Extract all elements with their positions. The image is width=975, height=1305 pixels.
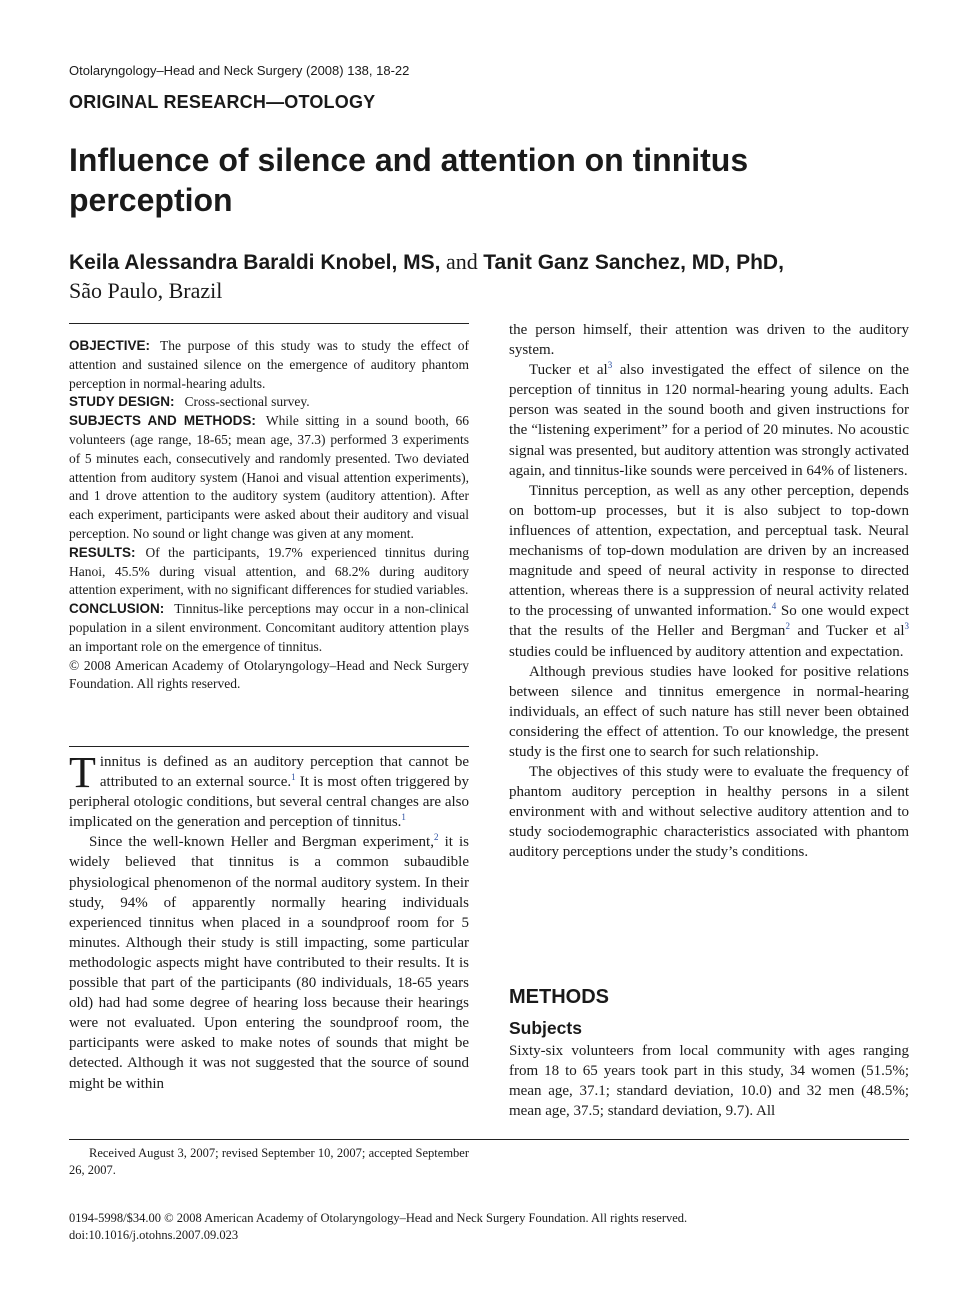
subjects-paragraph: Sixty-six volunteers from local community with ages ranging from 18 to 65 years took part in this study, 34 women (51.5%; mean age, 37.1; standard deviation, 10.0) and 32 men (48.5%; mean age, 37.5; standard deviation, 9.7). All <box>509 1043 909 1120</box>
subjects-body <box>509 1041 909 1121</box>
design-text: Cross-sectional survey. <box>184 394 310 410</box>
citation-link[interactable]: 2 <box>785 621 790 632</box>
footer-doi[interactable]: doi:10.1016/j.otohns.2007.09.023 <box>69 1227 239 1242</box>
footnote-rule <box>69 1139 909 1140</box>
abstract-results <box>69 544 469 600</box>
author-location: São Paulo, Brazil <box>69 278 223 303</box>
abstract-top-rule <box>69 323 469 324</box>
intro-p1-text-a: innitus is defined as an auditory perception that cannot be attributed to an external source. <box>99 754 469 791</box>
tucker-text-a: Tucker et al <box>529 362 608 379</box>
citation-link[interactable]: 3 <box>904 621 910 632</box>
objectives-paragraph: The objectives of this study were to evaluate the frequency of phantom auditory perception in healthy persons in a silent environment with and without selective auditory attention and to study sociodemographic characteristics associated with phantom auditory perceptions under the study’s conditions. <box>509 764 909 861</box>
abstract-conclusion <box>69 600 469 656</box>
perception-text-b: So one would expect that the results of the Heller and Bergman <box>509 603 909 640</box>
section-label: ORIGINAL RESEARCH—OTOLOGY <box>69 92 376 112</box>
article-title: Influence of silence and attention on tinnitus perception <box>69 142 749 218</box>
footer <box>69 1210 687 1243</box>
methods-label: SUBJECTS AND METHODS: <box>69 413 256 429</box>
abstract <box>69 337 469 694</box>
right-column-body <box>509 320 909 863</box>
intro-paragraph-2 <box>69 832 469 1093</box>
tucker-paragraph <box>509 360 909 481</box>
intro-p2-text-a: Since the well-known Heller and Bergman experiment, <box>89 834 434 851</box>
intro-p1-text-b: It is most often triggered by peripheral otologic conditions, but several central changes are also implicated on the generation and perception of tinnitus. <box>69 774 469 831</box>
continued-paragraph: the person himself, their attention was driven to the auditory system. <box>509 322 909 359</box>
journal-citation: Otolaryngology–Head and Neck Surgery (2008) 138, 18-22 <box>69 63 410 78</box>
abstract-bottom-rule <box>69 746 469 747</box>
perception-text-d: studies could be influenced by auditory attention and expectation. <box>509 643 904 660</box>
citation-link[interactable]: 4 <box>771 601 777 612</box>
perception-paragraph <box>509 481 909 662</box>
objective-label: OBJECTIVE: <box>69 338 151 353</box>
citation-link[interactable]: 3 <box>607 360 613 371</box>
citation-link[interactable]: 1 <box>401 812 406 823</box>
results-label: RESULTS: <box>69 544 136 560</box>
conclusion-label: CONCLUSION: <box>69 601 165 617</box>
methods-heading: METHODS <box>509 986 609 1008</box>
intro-p2-text-b: it is widely believed that tinnitus is a common subaudible physiological phenomenon of the normal auditory system. In their study, 94% of apparently normally hearing individuals experienced tinnitus when placed in a soundproof room for 5 minutes. Although their study is still impacting, some particular methodologic aspects might have contributed to their results. It is possible that part of the participants (80 individuals, 18-65 years old) had had some degree of hearing loss because their hearings were not evaluated. Upon entering the soundproof room, the participants were asked to make notes of sounds that might be detected. Although it was not suggested that the source of sound might be within <box>69 834 470 1092</box>
left-column-body <box>69 748 470 1094</box>
intro-paragraph-1 <box>69 748 469 832</box>
author-2: Tanit Ganz Sanchez, MD, PhD, <box>483 251 784 274</box>
abstract-design <box>69 393 469 412</box>
design-label: STUDY DESIGN: <box>69 394 175 410</box>
abstract-copyright: © 2008 American Academy of Otolaryngology–Head and Neck Surgery Foundation. All rights reserved. <box>69 657 469 692</box>
drop-cap: T <box>69 748 96 797</box>
received-dates: Received August 3, 2007; revised September 10, 2007; accepted September 26, 2007. <box>69 1146 469 1177</box>
subjects-heading: Subjects <box>509 1018 582 1038</box>
footer-copyright: 0194-5998/$34.00 © 2008 American Academy of Otolaryngology–Head and Neck Surgery Foundation. All rights reserved. <box>69 1211 688 1225</box>
objective-text: The purpose of this study was to study the effect of attention and sustained silence on the emergence of auditory phantom perception in normal-hearing adults. <box>69 338 469 391</box>
abstract-objective <box>69 337 469 393</box>
previous-studies-paragraph: Although previous studies have looked for positive relations between silence and tinnitus emergence in normal-hearing individuals, an effect of such nature has still never been obtained considering the effect of attention. To our knowledge, the present study is the first one to search for such relationship. <box>509 663 909 760</box>
perception-text-a: Tinnitus perception, as well as any other perception, depends on bottom-up processes, but it is also subject to top-down influences of attention, expectation, and perceptual task. Neural mechanisms of top-down modulation are driven by an increased magnitude and speed of neural activity in response to directed attention, whereas there is a suppression of neural activity related to the processing of unwanted information. <box>509 482 909 620</box>
tucker-text-b: also investigated the effect of silence on the perception of tinnitus in 120 normal-hearing young adults. Each person was seated in the sound booth and given instructions for the “listening experiment” for a period of 20 minutes. No acoustic signal was presented, but auditory attention was strongly activated again, and tinnitus-like sounds were perceived in 64% of listeners. <box>509 362 909 479</box>
author-line <box>69 248 949 305</box>
results-text: Of the participants, 19.7% experienced tinnitus during Hanoi, 45.5% during visual attention, and 68.2% during auditory attention experiment, with no significant differences for studied variables. <box>69 544 469 598</box>
methods-text: While sitting in a sound booth, 66 volunteers (age range, 18-65; mean age, 37.3) performed 3 experiments of 5 minutes each, consecutively and randomly presented. Two deviated attention from auditory system (Hanoi and visual attention experiments), and 1 drove attention to the auditory system (auditory attention). After each experiment, participants were asked about their auditory and visual perception. No sound or light change was given at any moment. <box>69 413 469 541</box>
perception-text-c: and Tucker et al <box>789 623 905 640</box>
author-1: Keila Alessandra Baraldi Knobel, MS, <box>69 251 441 274</box>
abstract-methods <box>69 412 469 544</box>
citation-link[interactable]: 2 <box>433 832 439 843</box>
conclusion-text: Tinnitus-like perceptions may occur in a non-clinical population in a silent environment. Concomitant auditory attention plays an important role on the emergence of tinnitus. <box>69 601 469 654</box>
citation-link[interactable]: 1 <box>291 772 296 783</box>
author-conjunction: and <box>446 249 478 274</box>
